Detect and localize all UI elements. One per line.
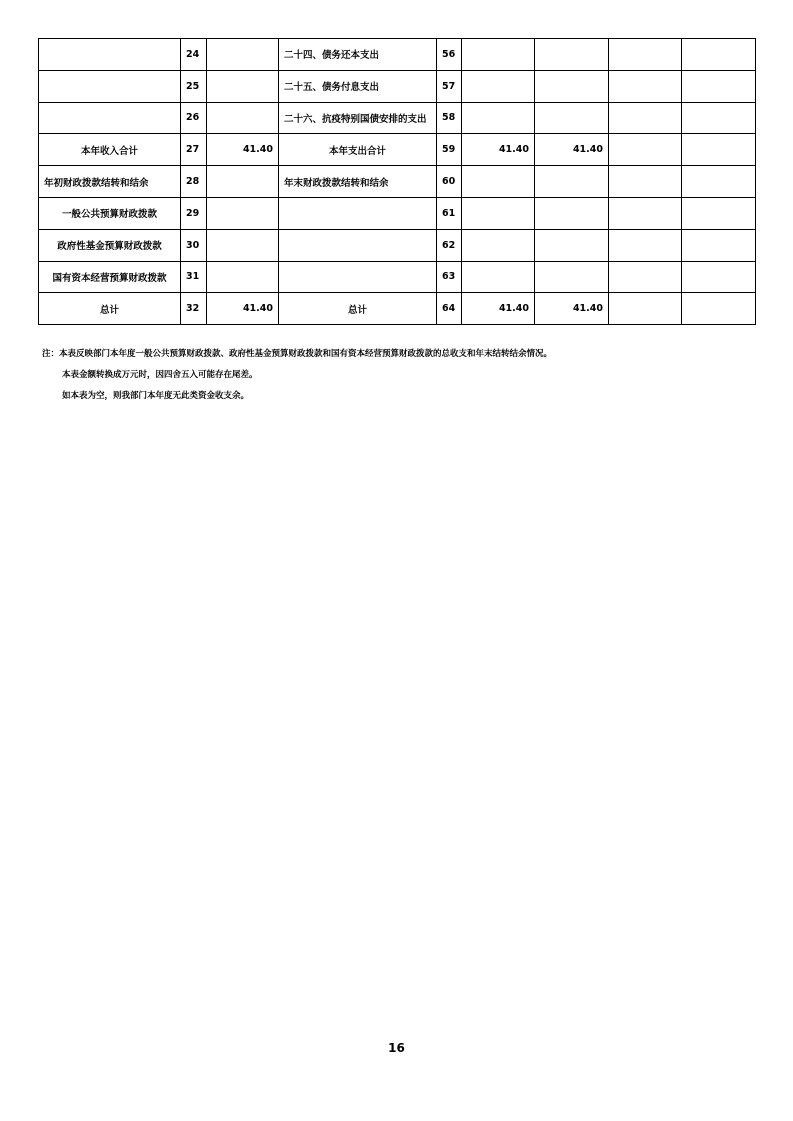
expense-gov-fund-cell <box>609 39 682 71</box>
table-row <box>39 166 756 198</box>
expense-general-budget-cell <box>535 70 609 102</box>
expense-total-cell <box>462 102 535 134</box>
income-line-number: 24 <box>181 39 207 71</box>
expense-total-cell <box>462 229 535 261</box>
expense-state-capital-cell <box>682 293 756 325</box>
note-line: 如本表为空，则我部门本年度无此类资金收支余。 <box>62 391 250 401</box>
expense-gov-fund-cell <box>609 293 682 325</box>
expense-general-budget-cell <box>535 197 609 229</box>
expense-general-budget-cell: 41.40 <box>535 293 609 325</box>
income-amount-cell <box>207 229 279 261</box>
income-amount-cell <box>207 166 279 198</box>
income-amount-cell <box>207 197 279 229</box>
table-row <box>39 102 756 134</box>
expense-state-capital-cell <box>682 229 756 261</box>
expense-item-cell <box>279 261 437 293</box>
table-row <box>39 70 756 102</box>
expense-item-cell <box>279 197 437 229</box>
income-amount-cell: 41.40 <box>207 134 279 166</box>
expense-state-capital-cell <box>682 166 756 198</box>
expense-line-number: 57 <box>437 70 462 102</box>
table-row <box>39 229 756 261</box>
table-row <box>39 134 756 166</box>
expense-gov-fund-cell <box>609 166 682 198</box>
expense-state-capital-cell <box>682 261 756 293</box>
income-item-cell: 一般公共预算财政拨款 <box>39 197 181 229</box>
expense-state-capital-cell <box>682 39 756 71</box>
table-row <box>39 39 756 71</box>
table-row <box>39 293 756 325</box>
expense-item-cell: 二十四、债务还本支出 <box>279 39 437 71</box>
expense-total-cell <box>462 261 535 293</box>
income-item-cell: 总计 <box>39 293 181 325</box>
expense-item-cell: 本年支出合计 <box>279 134 437 166</box>
expense-total-cell <box>462 70 535 102</box>
income-amount-cell <box>207 39 279 71</box>
income-line-number: 25 <box>181 70 207 102</box>
expense-gov-fund-cell <box>609 102 682 134</box>
expense-state-capital-cell <box>682 102 756 134</box>
note-line: 本表金额转换成万元时，因四舍五入可能存在尾差。 <box>62 370 258 380</box>
expense-gov-fund-cell <box>609 134 682 166</box>
income-amount-cell <box>207 261 279 293</box>
table-notes <box>42 344 552 407</box>
expense-general-budget-cell: 41.40 <box>535 134 609 166</box>
income-line-number: 27 <box>181 134 207 166</box>
expense-line-number: 60 <box>437 166 462 198</box>
expense-total-cell: 41.40 <box>462 134 535 166</box>
table-row <box>39 261 756 293</box>
income-amount-cell: 41.40 <box>207 293 279 325</box>
expense-total-cell <box>462 39 535 71</box>
expense-item-cell: 二十五、债务付息支出 <box>279 70 437 102</box>
income-line-number: 31 <box>181 261 207 293</box>
income-item-cell: 国有资本经营预算财政拨款 <box>39 261 181 293</box>
expense-state-capital-cell <box>682 134 756 166</box>
expense-general-budget-cell <box>535 229 609 261</box>
note-line: 注：本表反映部门本年度一般公共预算财政拨款、政府性基金预算财政拨款和国有资本经营预算财政拨款的总收支和年末结转结余情况。 <box>42 349 553 359</box>
income-amount-cell <box>207 102 279 134</box>
expense-line-number: 62 <box>437 229 462 261</box>
expense-gov-fund-cell <box>609 229 682 261</box>
expense-total-cell <box>462 166 535 198</box>
expense-general-budget-cell <box>535 261 609 293</box>
expense-state-capital-cell <box>682 70 756 102</box>
income-item-cell <box>39 70 181 102</box>
income-item-cell: 本年收入合计 <box>39 134 181 166</box>
expense-item-cell: 二十六、抗疫特别国债安排的支出 <box>279 102 437 134</box>
expense-gov-fund-cell <box>609 70 682 102</box>
expense-state-capital-cell <box>682 197 756 229</box>
expense-line-number: 58 <box>437 102 462 134</box>
table-row <box>39 197 756 229</box>
income-line-number: 28 <box>181 166 207 198</box>
income-item-cell <box>39 102 181 134</box>
expense-item-cell <box>279 229 437 261</box>
income-item-cell: 政府性基金预算财政拨款 <box>39 229 181 261</box>
expense-general-budget-cell <box>535 39 609 71</box>
expense-item-cell: 总计 <box>279 293 437 325</box>
income-line-number: 26 <box>181 102 207 134</box>
income-amount-cell <box>207 70 279 102</box>
expense-line-number: 64 <box>437 293 462 325</box>
income-item-cell: 年初财政拨款结转和结余 <box>39 166 181 198</box>
expense-general-budget-cell <box>535 102 609 134</box>
fiscal-appropriation-table <box>38 38 756 325</box>
expense-gov-fund-cell <box>609 261 682 293</box>
expense-line-number: 59 <box>437 134 462 166</box>
expense-line-number: 61 <box>437 197 462 229</box>
expense-line-number: 56 <box>437 39 462 71</box>
page-number: 16 <box>388 1041 405 1055</box>
income-line-number: 30 <box>181 229 207 261</box>
income-line-number: 32 <box>181 293 207 325</box>
expense-total-cell: 41.40 <box>462 293 535 325</box>
expense-total-cell <box>462 197 535 229</box>
expense-gov-fund-cell <box>609 197 682 229</box>
expense-item-cell: 年末财政拨款结转和结余 <box>279 166 437 198</box>
income-line-number: 29 <box>181 197 207 229</box>
expense-general-budget-cell <box>535 166 609 198</box>
income-item-cell <box>39 39 181 71</box>
expense-line-number: 63 <box>437 261 462 293</box>
